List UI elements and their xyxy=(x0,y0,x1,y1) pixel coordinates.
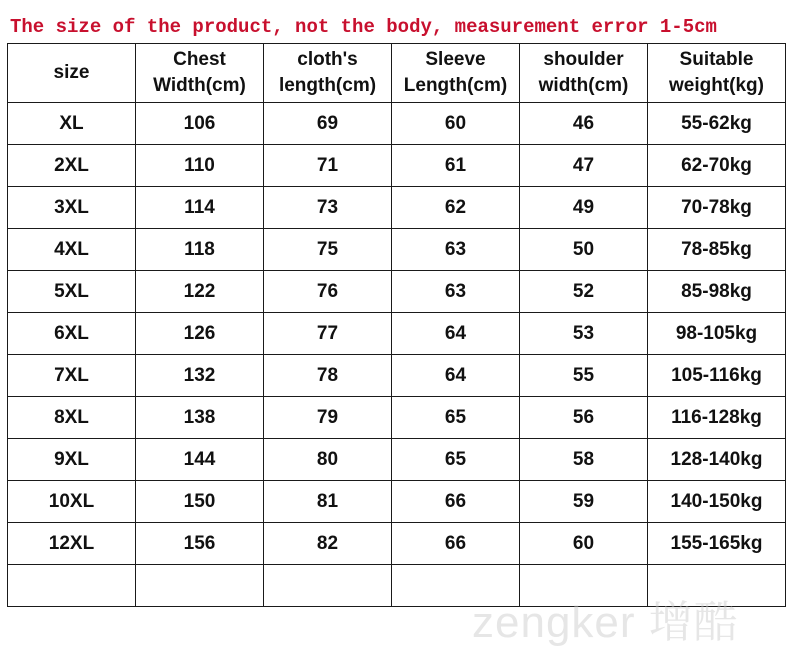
cell-chest-width: 118 xyxy=(136,229,264,271)
cell-chest-width: 132 xyxy=(136,355,264,397)
cell-chest-width: 110 xyxy=(136,145,264,187)
cell-cloth-length: 71 xyxy=(264,145,392,187)
cell-shoulder-width: 59 xyxy=(520,481,648,523)
cell-shoulder-width: 52 xyxy=(520,271,648,313)
cell-chest-width: 114 xyxy=(136,187,264,229)
cell-cloth-length: 73 xyxy=(264,187,392,229)
cell-size: 3XL xyxy=(8,187,136,229)
cell-suitable-weight: 116-128kg xyxy=(648,397,786,439)
cell-chest-width: 106 xyxy=(136,103,264,145)
table-row xyxy=(8,397,786,439)
measurement-note: The size of the product, not the body, measurement error 1-5cm xyxy=(10,16,717,38)
cell-suitable-weight: 140-150kg xyxy=(648,481,786,523)
table-row xyxy=(8,187,786,229)
cell-suitable-weight: 70-78kg xyxy=(648,187,786,229)
cell-shoulder-width: 46 xyxy=(520,103,648,145)
cell-sleeve-length xyxy=(392,565,520,607)
cell-cloth-length: 76 xyxy=(264,271,392,313)
cell-sleeve-length: 63 xyxy=(392,229,520,271)
cell-cloth-length: 80 xyxy=(264,439,392,481)
cell-suitable-weight: 62-70kg xyxy=(648,145,786,187)
header-suitable-weight: Suitable weight(kg) xyxy=(648,44,786,103)
cell-size: 2XL xyxy=(8,145,136,187)
cell-suitable-weight xyxy=(648,565,786,607)
cell-size: 12XL xyxy=(8,523,136,565)
cell-chest-width xyxy=(136,565,264,607)
cell-shoulder-width: 53 xyxy=(520,313,648,355)
cell-suitable-weight: 85-98kg xyxy=(648,271,786,313)
cell-cloth-length: 77 xyxy=(264,313,392,355)
header-cloth-length: cloth's length(cm) xyxy=(264,44,392,103)
table-row xyxy=(8,355,786,397)
cell-sleeve-length: 66 xyxy=(392,523,520,565)
cell-chest-width: 144 xyxy=(136,439,264,481)
table-row xyxy=(8,565,786,607)
cell-suitable-weight: 155-165kg xyxy=(648,523,786,565)
cell-sleeve-length: 60 xyxy=(392,103,520,145)
cell-chest-width: 126 xyxy=(136,313,264,355)
cell-shoulder-width: 47 xyxy=(520,145,648,187)
cell-cloth-length xyxy=(264,565,392,607)
table-row xyxy=(8,313,786,355)
cell-cloth-length: 75 xyxy=(264,229,392,271)
table-row xyxy=(8,439,786,481)
cell-suitable-weight: 98-105kg xyxy=(648,313,786,355)
cell-size: 7XL xyxy=(8,355,136,397)
cell-suitable-weight: 128-140kg xyxy=(648,439,786,481)
cell-suitable-weight: 78-85kg xyxy=(648,229,786,271)
table-row xyxy=(8,229,786,271)
table-row xyxy=(8,481,786,523)
cell-shoulder-width: 50 xyxy=(520,229,648,271)
cell-shoulder-width: 56 xyxy=(520,397,648,439)
cell-sleeve-length: 63 xyxy=(392,271,520,313)
cell-cloth-length: 69 xyxy=(264,103,392,145)
table-row xyxy=(8,271,786,313)
cell-cloth-length: 78 xyxy=(264,355,392,397)
cell-size: 10XL xyxy=(8,481,136,523)
cell-shoulder-width xyxy=(520,565,648,607)
table-row xyxy=(8,523,786,565)
cell-size: 6XL xyxy=(8,313,136,355)
cell-sleeve-length: 64 xyxy=(392,355,520,397)
cell-chest-width: 150 xyxy=(136,481,264,523)
cell-cloth-length: 81 xyxy=(264,481,392,523)
cell-shoulder-width: 49 xyxy=(520,187,648,229)
header-size: size xyxy=(8,44,136,103)
cell-shoulder-width: 58 xyxy=(520,439,648,481)
cell-size: 4XL xyxy=(8,229,136,271)
cell-size: XL xyxy=(8,103,136,145)
cell-size: 8XL xyxy=(8,397,136,439)
cell-cloth-length: 79 xyxy=(264,397,392,439)
cell-shoulder-width: 55 xyxy=(520,355,648,397)
header-row xyxy=(8,44,786,103)
cell-sleeve-length: 62 xyxy=(392,187,520,229)
cell-sleeve-length: 66 xyxy=(392,481,520,523)
header-sleeve-length: Sleeve Length(cm) xyxy=(392,44,520,103)
cell-shoulder-width: 60 xyxy=(520,523,648,565)
table-row xyxy=(8,145,786,187)
cell-sleeve-length: 64 xyxy=(392,313,520,355)
cell-suitable-weight: 105-116kg xyxy=(648,355,786,397)
header-chest-width: Chest Width(cm) xyxy=(136,44,264,103)
cell-size: 9XL xyxy=(8,439,136,481)
cell-suitable-weight: 55-62kg xyxy=(648,103,786,145)
brand-watermark: zengker 增酷 xyxy=(472,598,739,647)
size-chart-table xyxy=(7,43,786,607)
cell-chest-width: 138 xyxy=(136,397,264,439)
cell-chest-width: 156 xyxy=(136,523,264,565)
cell-sleeve-length: 65 xyxy=(392,397,520,439)
cell-chest-width: 122 xyxy=(136,271,264,313)
cell-cloth-length: 82 xyxy=(264,523,392,565)
size-table-body xyxy=(8,103,786,607)
cell-size xyxy=(8,565,136,607)
cell-sleeve-length: 61 xyxy=(392,145,520,187)
cell-sleeve-length: 65 xyxy=(392,439,520,481)
cell-size: 5XL xyxy=(8,271,136,313)
table-row xyxy=(8,103,786,145)
header-shoulder-width: shoulder width(cm) xyxy=(520,44,648,103)
